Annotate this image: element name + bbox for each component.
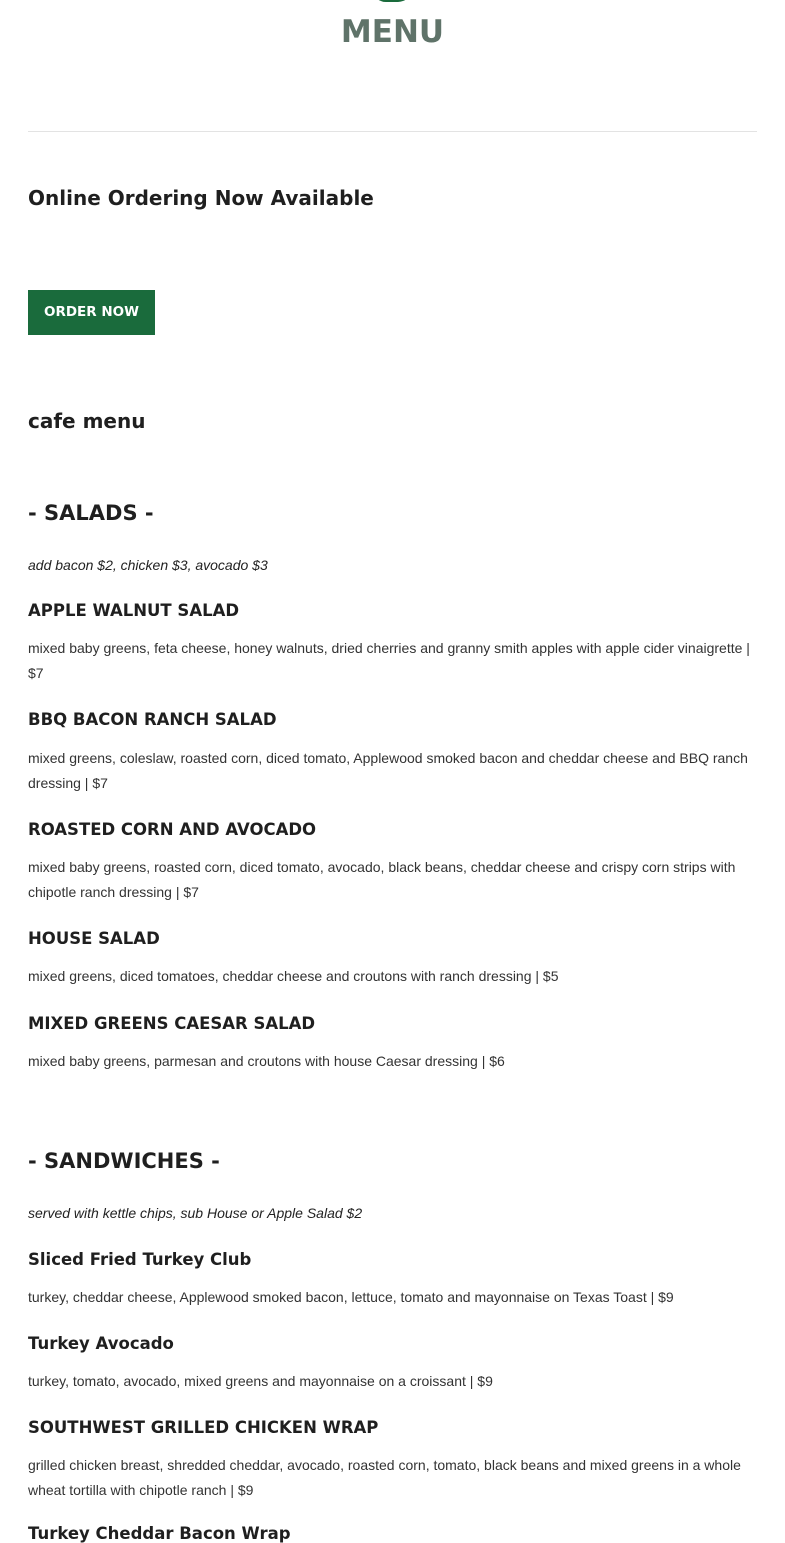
menu-item-description: mixed greens, coleslaw, roasted corn, diced tomato, Applewood smoked bacon and cheddar cheese and BBQ ranch dressing | $7: [28, 750, 748, 791]
sandwiches-note: served with kettle chips, sub House or Apple Salad $2: [28, 1205, 363, 1221]
menu-item-name: ROASTED CORN AND AVOCADO: [28, 820, 317, 839]
divider: [28, 131, 757, 132]
menu-item-description: turkey, cheddar cheese, Applewood smoked bacon, lettuce, tomato and mayonnaise on Texas Toast | $9: [28, 1289, 674, 1305]
menu-item-description: mixed baby greens, parmesan and croutons with house Caesar dressing | $6: [28, 1053, 505, 1069]
menu-item-description: turkey, tomato, avocado, mixed greens and mayonnaise on a croissant | $9: [28, 1373, 493, 1389]
menu-item-name: APPLE WALNUT SALAD: [28, 601, 240, 620]
logo-icon: [372, 0, 412, 2]
menu-item-description: mixed baby greens, feta cheese, honey walnuts, dried cherries and granny smith apples with apple cider vinaigrette | $7: [28, 640, 750, 681]
menu-item-description: mixed baby greens, roasted corn, diced tomato, avocado, black beans, cheddar cheese and crispy corn strips with chipotle ranch dressing | $7: [28, 859, 736, 900]
menu-item-description: mixed greens, diced tomatoes, cheddar cheese and croutons with ranch dressing | $5: [28, 968, 559, 984]
page-title: MENU: [340, 14, 445, 50]
order-now-button[interactable]: ORDER NOW: [28, 290, 155, 335]
menu-item-name: HOUSE SALAD: [28, 929, 160, 948]
menu-item-name: SOUTHWEST GRILLED CHICKEN WRAP: [28, 1418, 379, 1437]
menu-item-name: Sliced Fried Turkey Club: [28, 1250, 252, 1269]
menu-item-name: MIXED GREENS CAESAR SALAD: [28, 1014, 316, 1033]
salads-note: add bacon $2, chicken $3, avocado $3: [28, 557, 268, 573]
online-ordering-heading: Online Ordering Now Available: [28, 186, 374, 210]
menu-item-description: grilled chicken breast, shredded cheddar, avocado, roasted corn, tomato, black beans and mixed greens in a whole wheat tortilla with chipotle ranch | $9: [28, 1457, 741, 1498]
menu-item-name: BBQ BACON RANCH SALAD: [28, 710, 277, 729]
sandwiches-section-heading: - SANDWICHES -: [28, 1149, 220, 1173]
salads-section-heading: - SALADS -: [28, 501, 154, 525]
menu-item-name: Turkey Cheddar Bacon Wrap: [28, 1524, 291, 1543]
cafe-menu-heading: cafe menu: [28, 409, 146, 433]
menu-item-name: Turkey Avocado: [28, 1334, 174, 1353]
